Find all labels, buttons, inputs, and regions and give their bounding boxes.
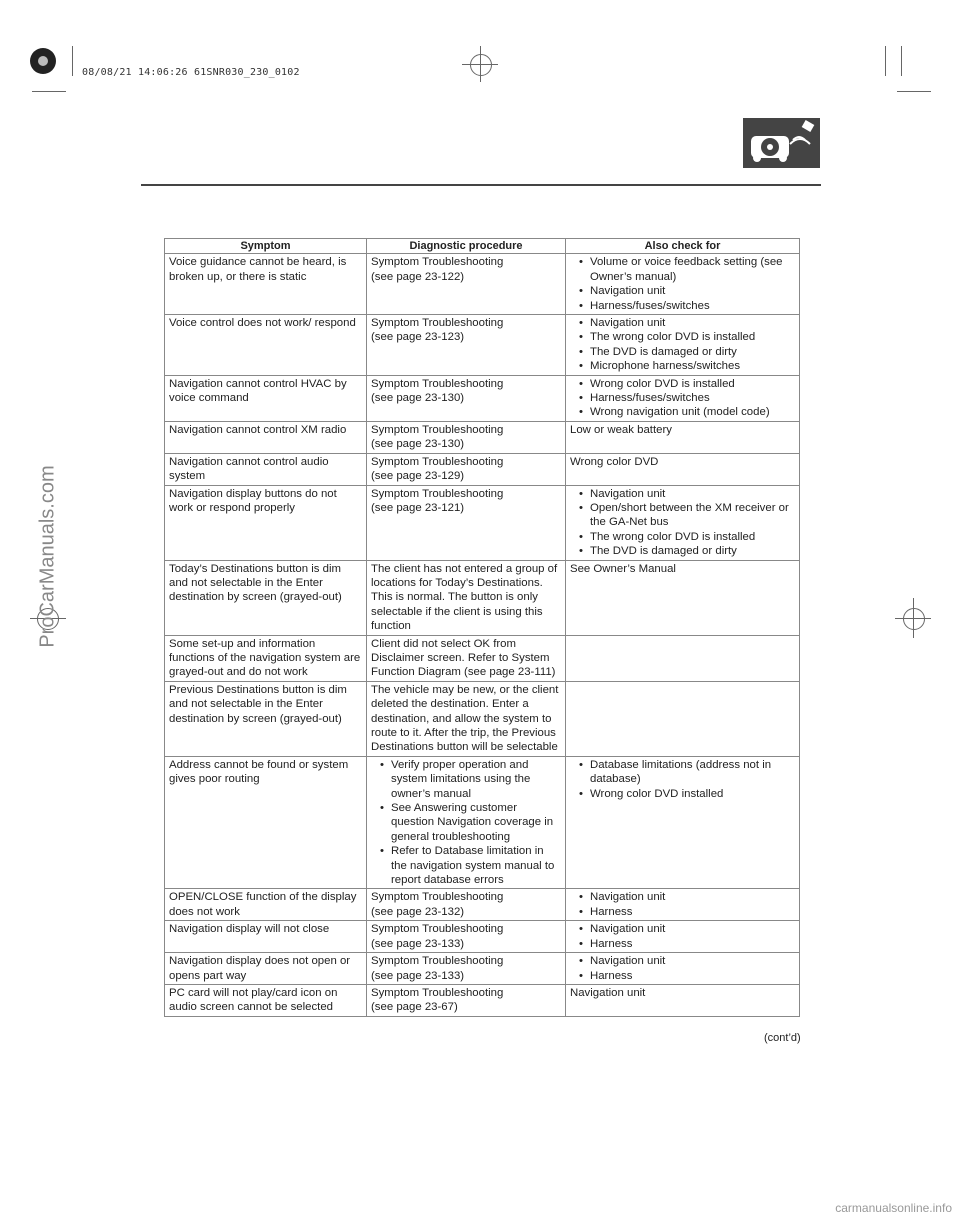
procedure-bullet-text: Verify proper operation and system limitations using the owner’s manual <box>391 758 531 800</box>
table-row <box>165 421 800 453</box>
procedure-line: (see page 23-130) <box>371 392 465 405</box>
symptom-cell: Today’s Destinations button is dim and not selectable in the Enter destination by screen (grayed-out) <box>165 560 367 635</box>
check-bullet-text: The wrong color DVD is installed <box>590 530 756 543</box>
check-bullet <box>570 284 795 298</box>
symptom-cell: Some set-up and information functions of the navigation system are grayed-out and do not work <box>165 635 367 681</box>
procedure-line: Symptom Troubleshooting <box>371 423 504 436</box>
procedure-line: (see page 23-132) <box>371 905 465 918</box>
procedure-cell <box>367 375 566 421</box>
check-bullet <box>570 330 795 344</box>
print-stamp: 08/08/21 14:06:26 61SNR030_230_0102 <box>82 67 300 78</box>
table-row <box>165 254 800 315</box>
procedure-cell <box>367 756 566 889</box>
procedure-cell <box>367 984 566 1016</box>
check-bullet-text: Open/short between the XM receiver or the GA-Net bus <box>590 501 789 529</box>
check-bullet-text: Navigation unit <box>590 923 666 936</box>
check-bullet-text: The DVD is damaged or dirty <box>590 345 737 358</box>
symptom-cell: OPEN/CLOSE function of the display does not work <box>165 889 367 921</box>
column-header-symptom: Symptom <box>165 239 367 254</box>
table-row <box>165 315 800 376</box>
symptom-cell: Navigation display will not close <box>165 921 367 953</box>
check-bullet-text: Harness/fuses/switches <box>590 299 710 312</box>
crosshair-icon <box>470 54 492 76</box>
crop-mark <box>72 46 73 76</box>
navigation-section-icon <box>743 118 820 168</box>
check-cell <box>566 756 800 889</box>
procedure-line: Symptom Troubleshooting <box>371 955 504 968</box>
check-bullet-text: Harness <box>590 937 633 950</box>
table-row <box>165 375 800 421</box>
table-row <box>165 889 800 921</box>
symptom-cell: Voice guidance cannot be heard, is broken up, or there is static <box>165 254 367 315</box>
procedure-line: Symptom Troubleshooting <box>371 377 504 390</box>
table-row <box>165 560 800 635</box>
table-row <box>165 921 800 953</box>
check-bullet-text: Harness <box>590 969 633 982</box>
symptom-cell: Voice control does not work/ respond <box>165 315 367 376</box>
table-row <box>165 681 800 756</box>
check-bullet-text: Wrong color DVD is installed <box>590 377 735 390</box>
procedure-line: (see page 23-67) <box>371 1001 458 1014</box>
bottom-watermark: carmanualsonline.info <box>835 1201 952 1215</box>
check-cell <box>566 315 800 376</box>
procedure-cell <box>367 453 566 485</box>
symptom-cell: Navigation cannot control audio system <box>165 453 367 485</box>
table-body <box>165 254 800 1016</box>
procedure-line: Symptom Troubleshooting <box>371 256 504 269</box>
table-row <box>165 635 800 681</box>
check-bullet <box>570 758 795 787</box>
table-row <box>165 953 800 985</box>
check-bullet-text: Navigation unit <box>590 487 666 500</box>
check-bullet <box>570 316 795 330</box>
table-row <box>165 453 800 485</box>
crop-mark <box>32 91 66 92</box>
procedure-cell: The vehicle may be new, or the client deleted the destination. Enter a destination, and allow the system to route to it. After the trip, the Previous Destinations button will be selectable <box>367 681 566 756</box>
check-bullet-text: Database limitations (address not in database) <box>590 758 772 786</box>
procedure-line: (see page 23-133) <box>371 969 465 982</box>
check-bullet <box>570 544 795 558</box>
check-bullet-text: Navigation unit <box>590 955 666 968</box>
procedure-line: (see page 23-121) <box>371 501 465 514</box>
check-bullet <box>570 890 795 904</box>
check-bullet <box>570 937 795 951</box>
crosshair-v <box>913 598 914 638</box>
check-cell <box>566 953 800 985</box>
check-bullet <box>570 405 795 419</box>
table-row <box>165 984 800 1016</box>
procedure-bullet <box>371 844 561 887</box>
procedure-cell: Client did not select OK from Disclaimer screen. Refer to System Function Diagram (see page 23-111) <box>367 635 566 681</box>
continued-label: (cont’d) <box>764 1032 801 1044</box>
crosshair-icon <box>903 608 925 630</box>
procedure-cell <box>367 953 566 985</box>
table-row <box>165 756 800 889</box>
procedure-bullet <box>371 801 561 844</box>
procedure-line: Symptom Troubleshooting <box>371 487 504 500</box>
check-bullet <box>570 487 795 501</box>
registration-dot-inner <box>38 56 48 66</box>
check-bullet-text: Navigation unit <box>590 285 666 298</box>
table-header-row <box>165 239 800 254</box>
check-bullet-text: Wrong color DVD installed <box>590 787 724 800</box>
check-cell <box>566 635 800 681</box>
check-cell <box>566 485 800 560</box>
header-rule <box>141 184 821 186</box>
procedure-cell <box>367 421 566 453</box>
check-bullet <box>570 501 795 530</box>
check-bullet-text: The DVD is damaged or dirty <box>590 545 737 558</box>
symptom-cell: Address cannot be found or system gives poor routing <box>165 756 367 889</box>
procedure-bullet-text: See Answering customer question Navigation coverage in general troubleshooting <box>391 802 554 843</box>
check-cell <box>566 889 800 921</box>
symptom-cell: Navigation display buttons do not work or respond properly <box>165 485 367 560</box>
table-row <box>165 485 800 560</box>
check-bullet-text: Wrong navigation unit (model code) <box>590 406 770 419</box>
check-bullet <box>570 905 795 919</box>
check-bullet <box>570 391 795 405</box>
crop-mark <box>885 46 886 76</box>
check-cell: Low or weak battery <box>566 421 800 453</box>
procedure-cell <box>367 315 566 376</box>
check-bullet <box>570 954 795 968</box>
procedure-cell <box>367 921 566 953</box>
procedure-cell <box>367 254 566 315</box>
check-bullet-text: Harness/fuses/switches <box>590 392 710 405</box>
check-bullet-text: Navigation unit <box>590 317 666 330</box>
check-bullet <box>570 255 795 284</box>
check-cell: Navigation unit <box>566 984 800 1016</box>
check-bullet-text: Microphone harness/switches <box>590 360 741 373</box>
check-bullet <box>570 922 795 936</box>
procedure-bullet <box>371 758 561 801</box>
symptom-cell: PC card will not play/card icon on audio screen cannot be selected <box>165 984 367 1016</box>
check-bullet <box>570 530 795 544</box>
check-cell <box>566 921 800 953</box>
symptom-table <box>164 238 800 1017</box>
symptom-cell: Navigation cannot control XM radio <box>165 421 367 453</box>
check-cell <box>566 375 800 421</box>
crosshair-v <box>480 46 481 82</box>
procedure-line: Symptom Troubleshooting <box>371 986 504 999</box>
check-cell: See Owner’s Manual <box>566 560 800 635</box>
column-header-procedure: Diagnostic procedure <box>367 239 566 254</box>
procedure-line: (see page 23-133) <box>371 937 465 950</box>
procedure-line: Symptom Troubleshooting <box>371 923 504 936</box>
check-bullet-text: Volume or voice feedback setting (see Owner’s manual) <box>590 256 783 283</box>
procedure-cell <box>367 485 566 560</box>
check-bullet-text: Navigation unit <box>590 891 666 904</box>
procedure-cell <box>367 889 566 921</box>
crop-mark <box>897 91 931 92</box>
procedure-line: Symptom Troubleshooting <box>371 455 504 468</box>
symptom-cell: Navigation display does not open or opens part way <box>165 953 367 985</box>
check-bullet <box>570 345 795 359</box>
check-bullet <box>570 299 795 313</box>
check-cell <box>566 254 800 315</box>
check-bullet <box>570 787 795 801</box>
crop-mark <box>901 46 902 76</box>
check-bullet <box>570 969 795 983</box>
procedure-cell: The client has not entered a group of locations for Today’s Destinations. This is normal. The button is only selectable if the client is using this function <box>367 560 566 635</box>
check-bullet-text: Harness <box>590 905 633 918</box>
procedure-line: (see page 23-123) <box>371 331 465 344</box>
procedure-line: (see page 23-129) <box>371 470 465 483</box>
check-cell: Wrong color DVD <box>566 453 800 485</box>
check-bullet <box>570 359 795 373</box>
procedure-line: Symptom Troubleshooting <box>371 317 504 330</box>
check-bullet-text: The wrong color DVD is installed <box>590 331 756 344</box>
check-cell <box>566 681 800 756</box>
procedure-bullet-text: Refer to Database limitation in the navigation system manual to report database errors <box>391 845 555 887</box>
procedure-line: Symptom Troubleshooting <box>371 891 504 904</box>
symptom-cell: Navigation cannot control HVAC by voice command <box>165 375 367 421</box>
check-bullet <box>570 377 795 391</box>
side-watermark: ProCarManuals.com <box>36 465 59 648</box>
column-header-check: Also check for <box>566 239 800 254</box>
procedure-line: (see page 23-122) <box>371 270 465 283</box>
symptom-cell: Previous Destinations button is dim and not selectable in the Enter destination by screen (grayed-out) <box>165 681 367 756</box>
procedure-line: (see page 23-130) <box>371 438 465 451</box>
